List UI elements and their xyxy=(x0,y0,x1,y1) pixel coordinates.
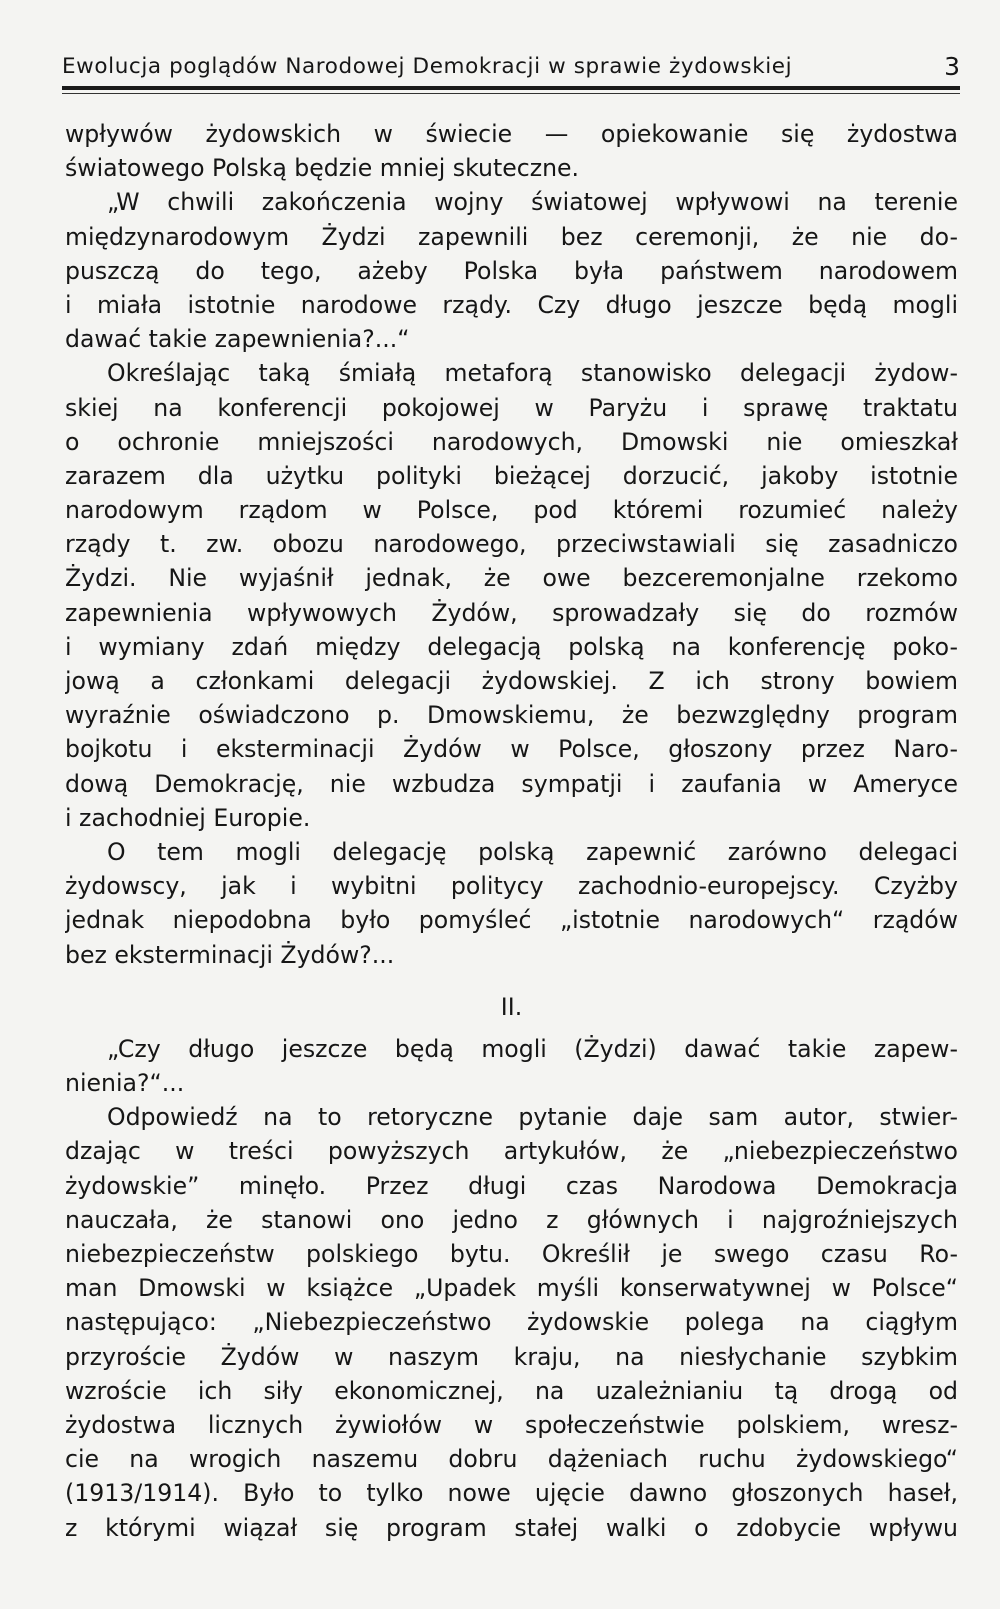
text-line: dawać takie zapewnienia?...“ xyxy=(65,325,410,354)
text-line: z którymi wiązał się program stałej walki o zdobycie wpływu xyxy=(65,1513,958,1542)
text-line: dzając w treści powyższych artykułów, że „niebezpieczeństwo xyxy=(65,1137,958,1166)
page-number: 3 xyxy=(944,52,960,81)
text-line: Żydzi. Nie wyjaśnił jednak, że owe bezceremonjalne rzekomo xyxy=(65,564,958,593)
text-line: i wymiany zdań między delegacją polską na konferencję poko- xyxy=(65,632,958,661)
text-line: światowego Polską będzie mniej skuteczne. xyxy=(65,154,580,183)
text-line: bez eksterminacji Żydów?... xyxy=(65,940,395,969)
text-line: rządy t. zw. obozu narodowego, przeciwstawiali się zasadniczo xyxy=(65,530,958,559)
text-line: i zachodniej Europie. xyxy=(65,803,311,832)
text-line: wyraźnie oświadczono p. Dmowskiemu, że bezwzględny program xyxy=(65,701,958,730)
text-line: międzynarodowym Żydzi zapewnili bez ceremonji, że nie do- xyxy=(65,222,958,251)
running-title: Ewolucja poglądów Narodowej Demokracji w sprawie żydowskiej xyxy=(62,54,793,79)
page-header xyxy=(62,50,960,84)
text-line: „W chwili zakończenia wojny światowej wpływowi na terenie xyxy=(107,188,958,217)
text-line: „Czy długo jeszcze będą mogli (Żydzi) dawać takie zapew- xyxy=(107,1034,958,1063)
text-line: o ochronie mniejszości narodowych, Dmowski nie omieszkał xyxy=(65,427,958,456)
text-line: jednak niepodobna było pomyśleć „istotnie narodowych“ rządów xyxy=(65,906,958,935)
section-heading: II. xyxy=(500,992,523,1021)
text-line: bojkotu i eksterminacji Żydów w Polsce, głoszony przez Naro- xyxy=(65,735,958,764)
text-line: przyroście Żydów w naszym kraju, na niesłychanie szybkim xyxy=(65,1342,958,1371)
header-rule-thin xyxy=(62,93,960,94)
text-line: zapewnienia wpływowych Żydów, sprowadzały się do rozmów xyxy=(65,598,958,627)
text-line: O tem mogli delegację polską zapewnić zarówno delegaci xyxy=(107,837,958,866)
text-line: (1913/1914). Było to tylko nowe ujęcie dawno głoszonych haseł, xyxy=(65,1479,958,1508)
text-line: żydowscy, jak i wybitni politycy zachodnio-europejscy. Czyżby xyxy=(65,872,958,901)
text-line: wpływów żydowskich w świecie — opiekowanie się żydostwa xyxy=(65,120,958,148)
text-line: żydostwa licznych żywiołów w społeczeństwie polskiem, wresz- xyxy=(65,1410,958,1439)
text-line: narodowym rządom w Polsce, pod któremi rozumieć należy xyxy=(65,496,958,525)
text-line: Określając taką śmiałą metaforą stanowisko delegacji żydow- xyxy=(107,359,958,388)
text-line: i miała istotnie narodowe rządy. Czy długo jeszcze będą mogli xyxy=(65,290,958,319)
text-line: niebezpieczeństw polskiego bytu. Określił je swego czasu Ro- xyxy=(65,1240,958,1268)
text-line: skiej na konferencji pokojowej w Paryżu i sprawę traktatu xyxy=(65,393,958,422)
text-line: wzroście ich siły ekonomicznej, na uzależnianiu tą drogą od xyxy=(65,1376,958,1405)
text-line: dową Demokrację, nie wzbudza sympatji i zaufania w Ameryce xyxy=(65,769,958,798)
text-line: jową a członkami delegacji żydowskiej. Z ich strony bowiem xyxy=(65,667,958,695)
text-line: Odpowiedź na to retoryczne pytanie daje sam autor, stwier- xyxy=(107,1103,958,1132)
text-line: żydowskie” minęło. Przez długi czas Narodowa Demokracja xyxy=(65,1171,958,1200)
text-line: nauczała, że stanowi ono jedno z głównych i najgroźniejszych xyxy=(65,1205,958,1234)
body-text xyxy=(65,117,958,1545)
text-line: man Dmowski w książce „Upadek myśli konserwatywnej w Polsce“ xyxy=(65,1274,958,1303)
text-line: zarazem dla użytku polityki bieżącej dorzucić, jakoby istotnie xyxy=(65,461,958,490)
header-rule xyxy=(62,86,960,90)
text-line: następująco: „Niebezpieczeństwo żydowskie polega na ciągłym xyxy=(65,1308,958,1337)
text-line: puszczą do tego, ażeby Polska była państwem narodowem xyxy=(65,256,958,285)
text-line: cie na wrogich naszemu dobru dążeniach ruchu żydowskiego“ xyxy=(65,1445,958,1474)
text-line: nienia?“... xyxy=(65,1069,185,1098)
